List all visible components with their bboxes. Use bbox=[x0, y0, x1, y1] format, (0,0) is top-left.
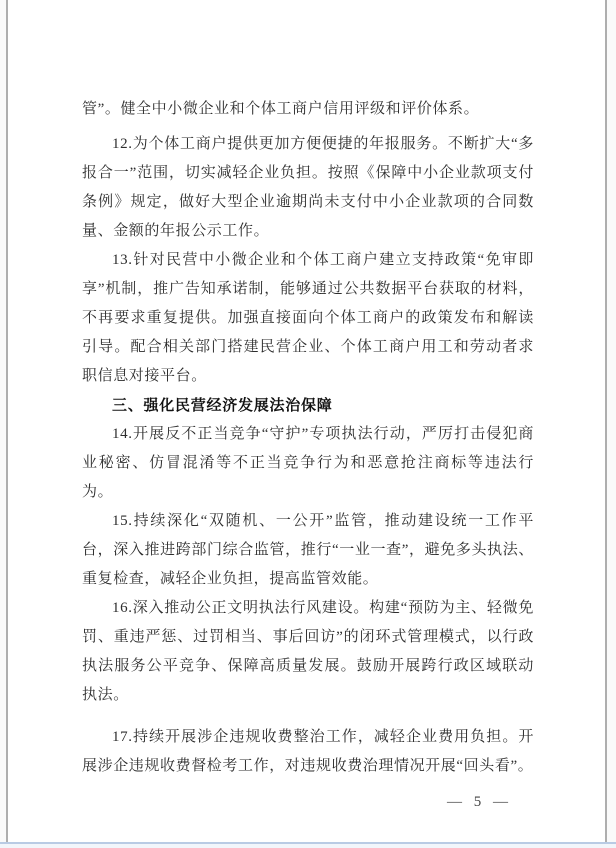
body-paragraph-12: 12.为个体工商户提供更加方便便捷的年报服务。不断扩大“多报合一”范围，切实减轻企业负担。按照《保障中小企业款项支付条例》规定，做好大型企业逾期尚未支付中小企业款项的合同数量、金额的年报公示工作。 bbox=[82, 136, 534, 239]
page-number: — 5 — bbox=[447, 794, 512, 810]
section-heading-3: 三、强化民营经济发展法治保障 bbox=[112, 397, 333, 414]
body-paragraph-13: 13.针对民营中小微企业和个体工商户建立支持政策“免审即享”机制，推广告知承诺制，能够通过公共数据平台获取的材料，不再要求重复提供。加强直接面向个体工商户的政策发布和解读引导。配合相关部门搭建民营企业、个体工商户用工和劳动者求职信息对接平台。 bbox=[82, 252, 534, 384]
body-paragraph-14: 14.开展反不正当竞争“守护”专项执法行动，严厉打击侵犯商业秘密、仿冒混淆等不正当竞争行为和恶意抢注商标等违法行为。 bbox=[82, 426, 534, 500]
body-paragraph-17: 17.持续开展涉企违规收费整治工作，减轻企业费用负担。开展涉企违规收费督检考工作，对违规收费治理情况开展“回头看”。 bbox=[82, 729, 534, 774]
body-paragraph-15: 15.持续深化“双随机、一公开”监管，推动建设统一工作平台，深入推进跨部门综合监管，推行“一业一查”，避免多头执法、重复检查，减轻企业负担，提高监管效能。 bbox=[82, 513, 534, 587]
body-paragraph-continuation: 管”。健全中小微企业和个体工商户信用评级和评价体系。 bbox=[82, 101, 480, 117]
viewer-bottom-edge bbox=[0, 842, 616, 848]
body-paragraph-16: 16.深入推动公正文明执法行风建设。构建“预防为主、轻微免罚、重违严惩、过罚相当、事后回访”的闭环式管理模式，以行政执法服务公平竞争、保障高质量发展。鼓励开展跨行政区域联动执法。 bbox=[82, 600, 534, 703]
document-page bbox=[6, 0, 607, 844]
